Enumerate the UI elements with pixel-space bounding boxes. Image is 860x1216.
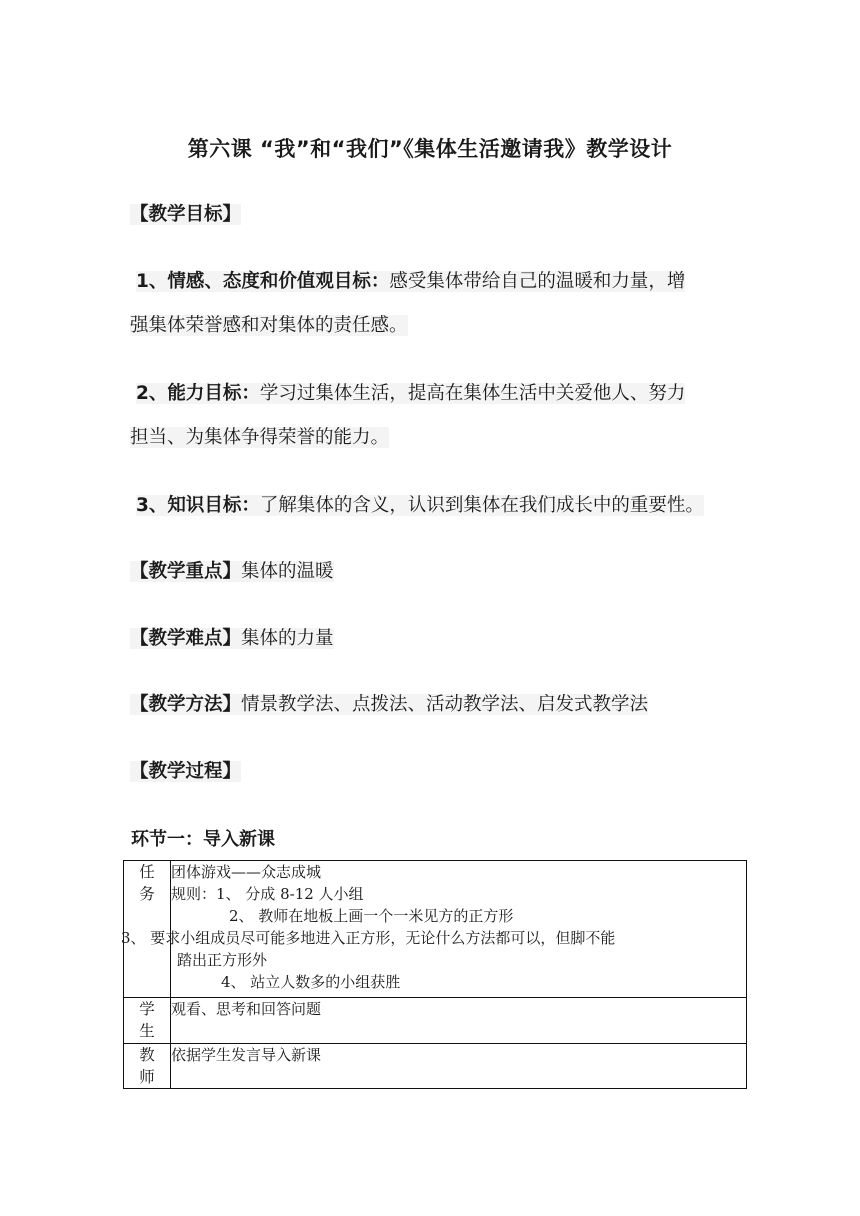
objective-1-line2: 强集体荣誉感和对集体的责任感。 — [130, 315, 408, 336]
key-point-label: 【教学重点】 — [130, 561, 242, 582]
row-head-student: 学 生 — [124, 998, 171, 1044]
difficulty-text: 集体的力量 — [241, 628, 334, 649]
key-point-text: 集体的温暖 — [241, 561, 334, 582]
objective-3-text: 了解集体的含义，认识到集体在我们成长中的重要性。 — [259, 495, 704, 516]
task-line: 3、 要求小组成员尽可能多地进入正方形，无论什么方法都可以，但脚不能 — [121, 929, 616, 947]
objective-1-label: 1、情感、态度和价值观目标： — [136, 271, 390, 292]
objective-2-text: 学习过集体生活，提高在集体生活中关爱他人、努力 — [259, 383, 686, 404]
objective-2-line1 — [136, 380, 685, 408]
section-heading: 环节一：导入新课 — [131, 829, 275, 850]
task-line: 规则：1、 分成 8-12 人小组 — [171, 885, 364, 903]
objective-3-line1 — [136, 492, 704, 520]
objective-2-label: 2、能力目标： — [136, 383, 260, 404]
page-title: 第六课 “我”和“我们”《集体生活邀请我》教学设计 — [187, 137, 673, 161]
methods-text: 情景教学法、点拨法、活动教学法、启发式教学法 — [241, 694, 649, 715]
methods — [130, 691, 648, 719]
table-row-teacher — [124, 1044, 747, 1089]
row-head-teacher: 教 师 — [124, 1044, 171, 1089]
task-line: 团体游戏——众志成城 — [171, 863, 322, 881]
difficulty — [130, 625, 334, 653]
teacher-content: 依据学生发言导入新课 — [171, 1044, 747, 1089]
task-line: 4、 站立人数多的小组获胜 — [221, 973, 401, 991]
student-content: 观看、思考和回答问题 — [171, 998, 747, 1044]
table-row-task — [124, 861, 747, 998]
objectives-heading: 【教学目标】 — [130, 204, 242, 225]
difficulty-label: 【教学难点】 — [130, 628, 242, 649]
objective-1-text: 感受集体带给自己的温暖和力量，增 — [389, 271, 686, 292]
methods-label: 【教学方法】 — [130, 694, 242, 715]
task-line: 踏出正方形外 — [177, 951, 268, 969]
key-point — [130, 558, 334, 586]
row-head-task: 任 务 — [124, 861, 171, 998]
objective-1-line1 — [136, 268, 685, 296]
table-row-student — [124, 998, 747, 1044]
lesson-table — [123, 860, 747, 1089]
objective-2-line2: 担当、为集体争得荣誉的能力。 — [130, 427, 390, 448]
objective-3-label: 3、知识目标： — [136, 495, 260, 516]
process-heading: 【教学过程】 — [130, 761, 242, 782]
task-line: 2、 教师在地板上画一个一米见方的正方形 — [229, 907, 514, 925]
